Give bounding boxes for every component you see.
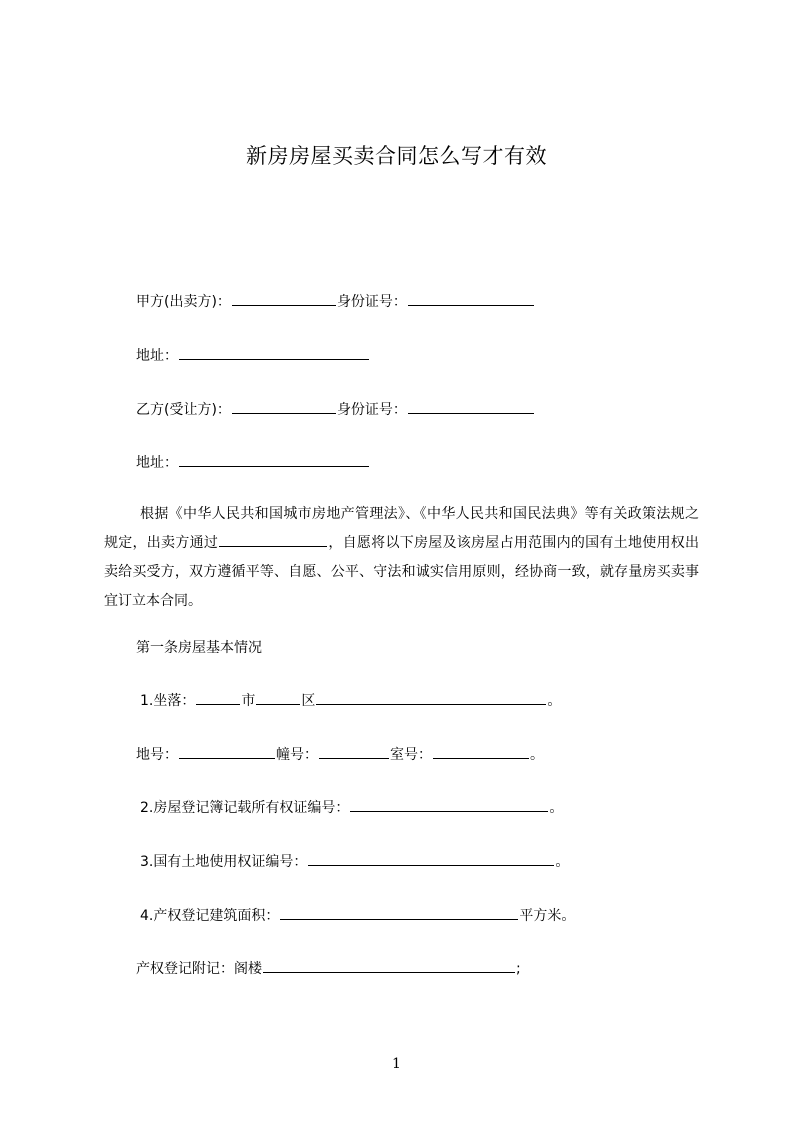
seller-label: 甲方(出卖方)： (136, 294, 231, 310)
page-number: 1 (392, 1056, 401, 1072)
room-blank[interactable] (433, 744, 529, 759)
note-end: ; (516, 961, 521, 977)
buyer-address-blank[interactable] (179, 452, 369, 467)
land-cert-blank[interactable] (308, 851, 554, 866)
district-blank[interactable] (256, 690, 300, 705)
seller-line (136, 291, 535, 312)
location-line (140, 690, 561, 711)
seller-address-label: 地址： (136, 348, 178, 364)
city-label: 市 (241, 693, 256, 709)
item2-line (140, 797, 563, 818)
note-line (136, 958, 521, 979)
intro-paragraph (104, 500, 699, 616)
attic-blank[interactable] (263, 958, 515, 973)
buyer-address-line (136, 452, 370, 473)
lot-blank[interactable] (179, 744, 275, 759)
item2-end: 。 (549, 800, 564, 816)
item3-label: 3.国有土地使用权证编号： (140, 854, 308, 870)
area-blank[interactable] (280, 905, 518, 920)
intro-method-blank[interactable] (219, 532, 327, 547)
item4-label: 4.产权登记建筑面积： (140, 908, 280, 924)
buyer-name-blank[interactable] (232, 399, 336, 414)
city-blank[interactable] (196, 690, 240, 705)
lot-end: 。 (530, 747, 544, 763)
seller-address-blank[interactable] (179, 345, 369, 360)
seller-name-blank[interactable] (232, 291, 336, 306)
buyer-address-label: 地址： (136, 455, 178, 471)
building-blank[interactable] (319, 744, 389, 759)
buyer-id-blank[interactable] (408, 399, 534, 414)
lot-line (136, 744, 544, 765)
building-label: 幢号： (276, 747, 318, 763)
note-label: 产权登记附记：阁楼 (136, 961, 262, 977)
item4-line (140, 905, 575, 926)
item3-end: 。 (555, 854, 570, 870)
lot-label: 地号： (136, 747, 178, 763)
item4-end: 平方米。 (519, 908, 576, 924)
item2-label: 2.房屋登记簿记载所有权证编号： (140, 800, 350, 816)
room-label: 室号： (390, 747, 432, 763)
seller-id-blank[interactable] (408, 291, 534, 306)
document-title: 新房房屋买卖合同怎么写才有效 (246, 144, 547, 168)
address-detail-blank[interactable] (316, 690, 546, 705)
buyer-line (136, 399, 535, 420)
district-label: 区 (301, 693, 316, 709)
buyer-label: 乙方(受让方)： (136, 402, 231, 418)
location-end: 。 (547, 693, 562, 709)
item3-line (140, 851, 569, 872)
ownership-cert-blank[interactable] (350, 797, 548, 812)
seller-id-label: 身份证号： (336, 294, 407, 310)
article1-heading: 第一条房屋基本情况 (136, 640, 262, 656)
location-label: 1.坐落： (140, 693, 196, 709)
seller-address-line (136, 345, 370, 366)
intro-part1: 根据《中华人民共和国城市房地产管理法》、《中华人民共和国民法典》等有关政策法规之规定，出卖方通过 (104, 506, 699, 551)
intro-part2: ，自愿将以下房屋及该房屋占用范围内的国有土地使用权出卖给买受方，双方遵循平等、自愿、公平、守法和诚实信用原则，经协商一致，就存量房买卖事宜订立本合同。 (104, 535, 700, 609)
buyer-id-label: 身份证号： (336, 402, 407, 418)
